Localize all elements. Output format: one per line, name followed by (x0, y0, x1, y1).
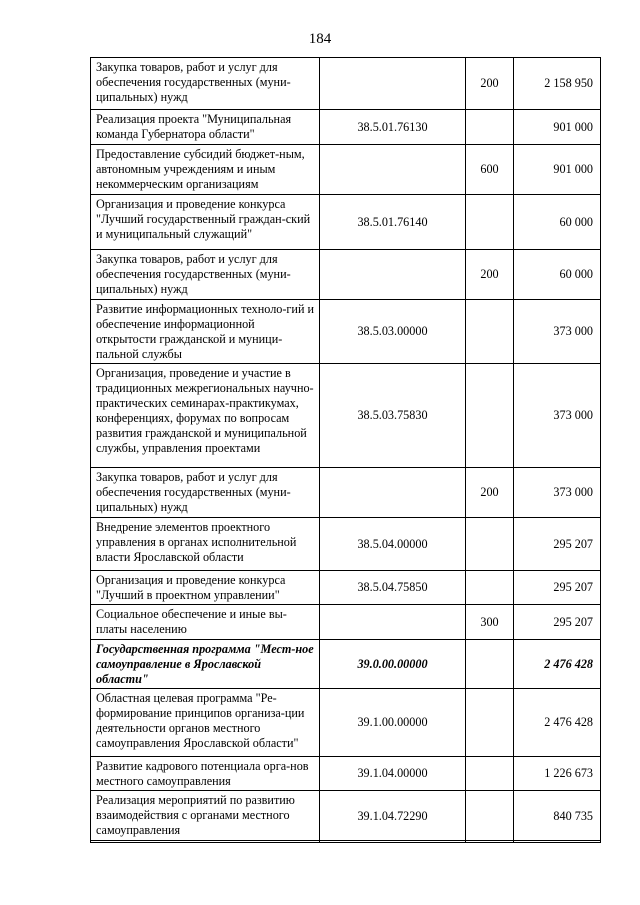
row-code-cell: 39.1.00.00000 (320, 689, 466, 757)
row-amount-cell: 1 226 673 (514, 757, 601, 791)
row-name-cell: Развитие кадрового потенциала орга-нов местного самоуправления (91, 757, 320, 791)
row-code-cell: 38.5.01.76140 (320, 195, 466, 250)
row-amount-cell: 60 000 (514, 195, 601, 250)
row-amount-cell: 295 207 (514, 571, 601, 605)
row-amount-cell: 295 207 (514, 605, 601, 640)
row-code-cell (320, 58, 466, 110)
row-name-cell: Организация, проведение и участие в традиционных межрегиональных научно-практических семинарах-практикумах, конференциях, форумах по вопросам развития гражданской и муниципальной службы, управления проектами (91, 364, 320, 468)
row-expense-type-cell (466, 757, 514, 791)
row-name-cell: Закупка товаров, работ и услуг для обеспечения государственных (муни-ципальных) нужд (91, 250, 320, 300)
row-expense-type-cell (466, 364, 514, 468)
row-amount-cell: 295 207 (514, 518, 601, 571)
row-expense-type-cell (466, 640, 514, 689)
row-expense-type-cell: 200 (466, 250, 514, 300)
table-row (91, 571, 601, 605)
row-name-cell: Социальное обеспечение и иные вы-платы населению (91, 605, 320, 640)
row-code-cell: 38.5.03.75830 (320, 364, 466, 468)
budget-table-body (91, 58, 601, 843)
page-number: 184 (308, 31, 332, 47)
row-expense-type-cell: 600 (466, 145, 514, 195)
row-amount-cell: 840 735 (514, 791, 601, 843)
row-name-cell: Областная целевая программа "Ре-формирование принципов организа-ции деятельности органов местного самоуправления Ярославской области" (91, 689, 320, 757)
row-amount-cell: 2 476 428 (514, 640, 601, 689)
row-name-cell: Развитие информационных техноло-гий и обеспечение информационной открытости гражданской и муници-пальной службы (91, 300, 320, 364)
table-row (91, 250, 601, 300)
budget-table (90, 57, 601, 843)
row-name-cell: Внедрение элементов проектного управления в органах исполнительной власти Ярославской области (91, 518, 320, 571)
table-row (91, 468, 601, 518)
row-name-cell: Организация и проведение конкурса "Лучший в проектном управлении" (91, 571, 320, 605)
row-code-cell: 38.5.04.75850 (320, 571, 466, 605)
row-amount-cell: 2 158 950 (514, 58, 601, 110)
row-code-cell (320, 468, 466, 518)
row-expense-type-cell (466, 300, 514, 364)
row-code-cell: 38.5.04.00000 (320, 518, 466, 571)
table-row (91, 145, 601, 195)
row-code-cell (320, 250, 466, 300)
row-expense-type-cell: 300 (466, 605, 514, 640)
table-row (91, 195, 601, 250)
row-code-cell: 39.1.04.72290 (320, 791, 466, 843)
row-amount-cell: 373 000 (514, 468, 601, 518)
row-name-cell: Предоставление субсидий бюджет-ным, автономным учреждениям и иным некоммерческим организациям (91, 145, 320, 195)
table-row (91, 300, 601, 364)
table-row (91, 58, 601, 110)
table-row (91, 518, 601, 571)
table-row (91, 110, 601, 145)
row-expense-type-cell: 200 (466, 58, 514, 110)
row-code-cell: 38.5.03.00000 (320, 300, 466, 364)
table-row-program (91, 640, 601, 689)
table-row (91, 757, 601, 791)
table-bottom-border (90, 840, 601, 841)
row-name-cell: Реализация мероприятий по развитию взаимодействия с органами местного самоуправления (91, 791, 320, 843)
row-name-cell: Закупка товаров, работ и услуг для обеспечения государственных (муни-ципальных) нужд (91, 468, 320, 518)
row-expense-type-cell (466, 195, 514, 250)
row-code-cell (320, 605, 466, 640)
row-expense-type-cell (466, 571, 514, 605)
row-name-cell: Организация и проведение конкурса "Лучший государственный граждан-ский и муниципальный служащий" (91, 195, 320, 250)
table-row (91, 791, 601, 843)
row-name-cell: Государственная программа "Мест-ное самоуправление в Ярославской области" (91, 640, 320, 689)
row-expense-type-cell (466, 689, 514, 757)
row-code-cell: 38.5.01.76130 (320, 110, 466, 145)
table-row (91, 364, 601, 468)
row-expense-type-cell (466, 791, 514, 843)
row-amount-cell: 373 000 (514, 300, 601, 364)
row-expense-type-cell: 200 (466, 468, 514, 518)
row-expense-type-cell (466, 110, 514, 145)
row-amount-cell: 60 000 (514, 250, 601, 300)
row-name-cell: Реализация проекта "Муниципальная команда Губернатора области" (91, 110, 320, 145)
row-amount-cell: 373 000 (514, 364, 601, 468)
row-name-cell: Закупка товаров, работ и услуг для обеспечения государственных (муни-ципальных) нужд (91, 58, 320, 110)
row-code-cell: 39.1.04.00000 (320, 757, 466, 791)
row-amount-cell: 901 000 (514, 145, 601, 195)
table-row (91, 605, 601, 640)
row-expense-type-cell (466, 518, 514, 571)
row-amount-cell: 901 000 (514, 110, 601, 145)
row-code-cell: 39.0.00.00000 (320, 640, 466, 689)
row-amount-cell: 2 476 428 (514, 689, 601, 757)
row-code-cell (320, 145, 466, 195)
table-row (91, 689, 601, 757)
